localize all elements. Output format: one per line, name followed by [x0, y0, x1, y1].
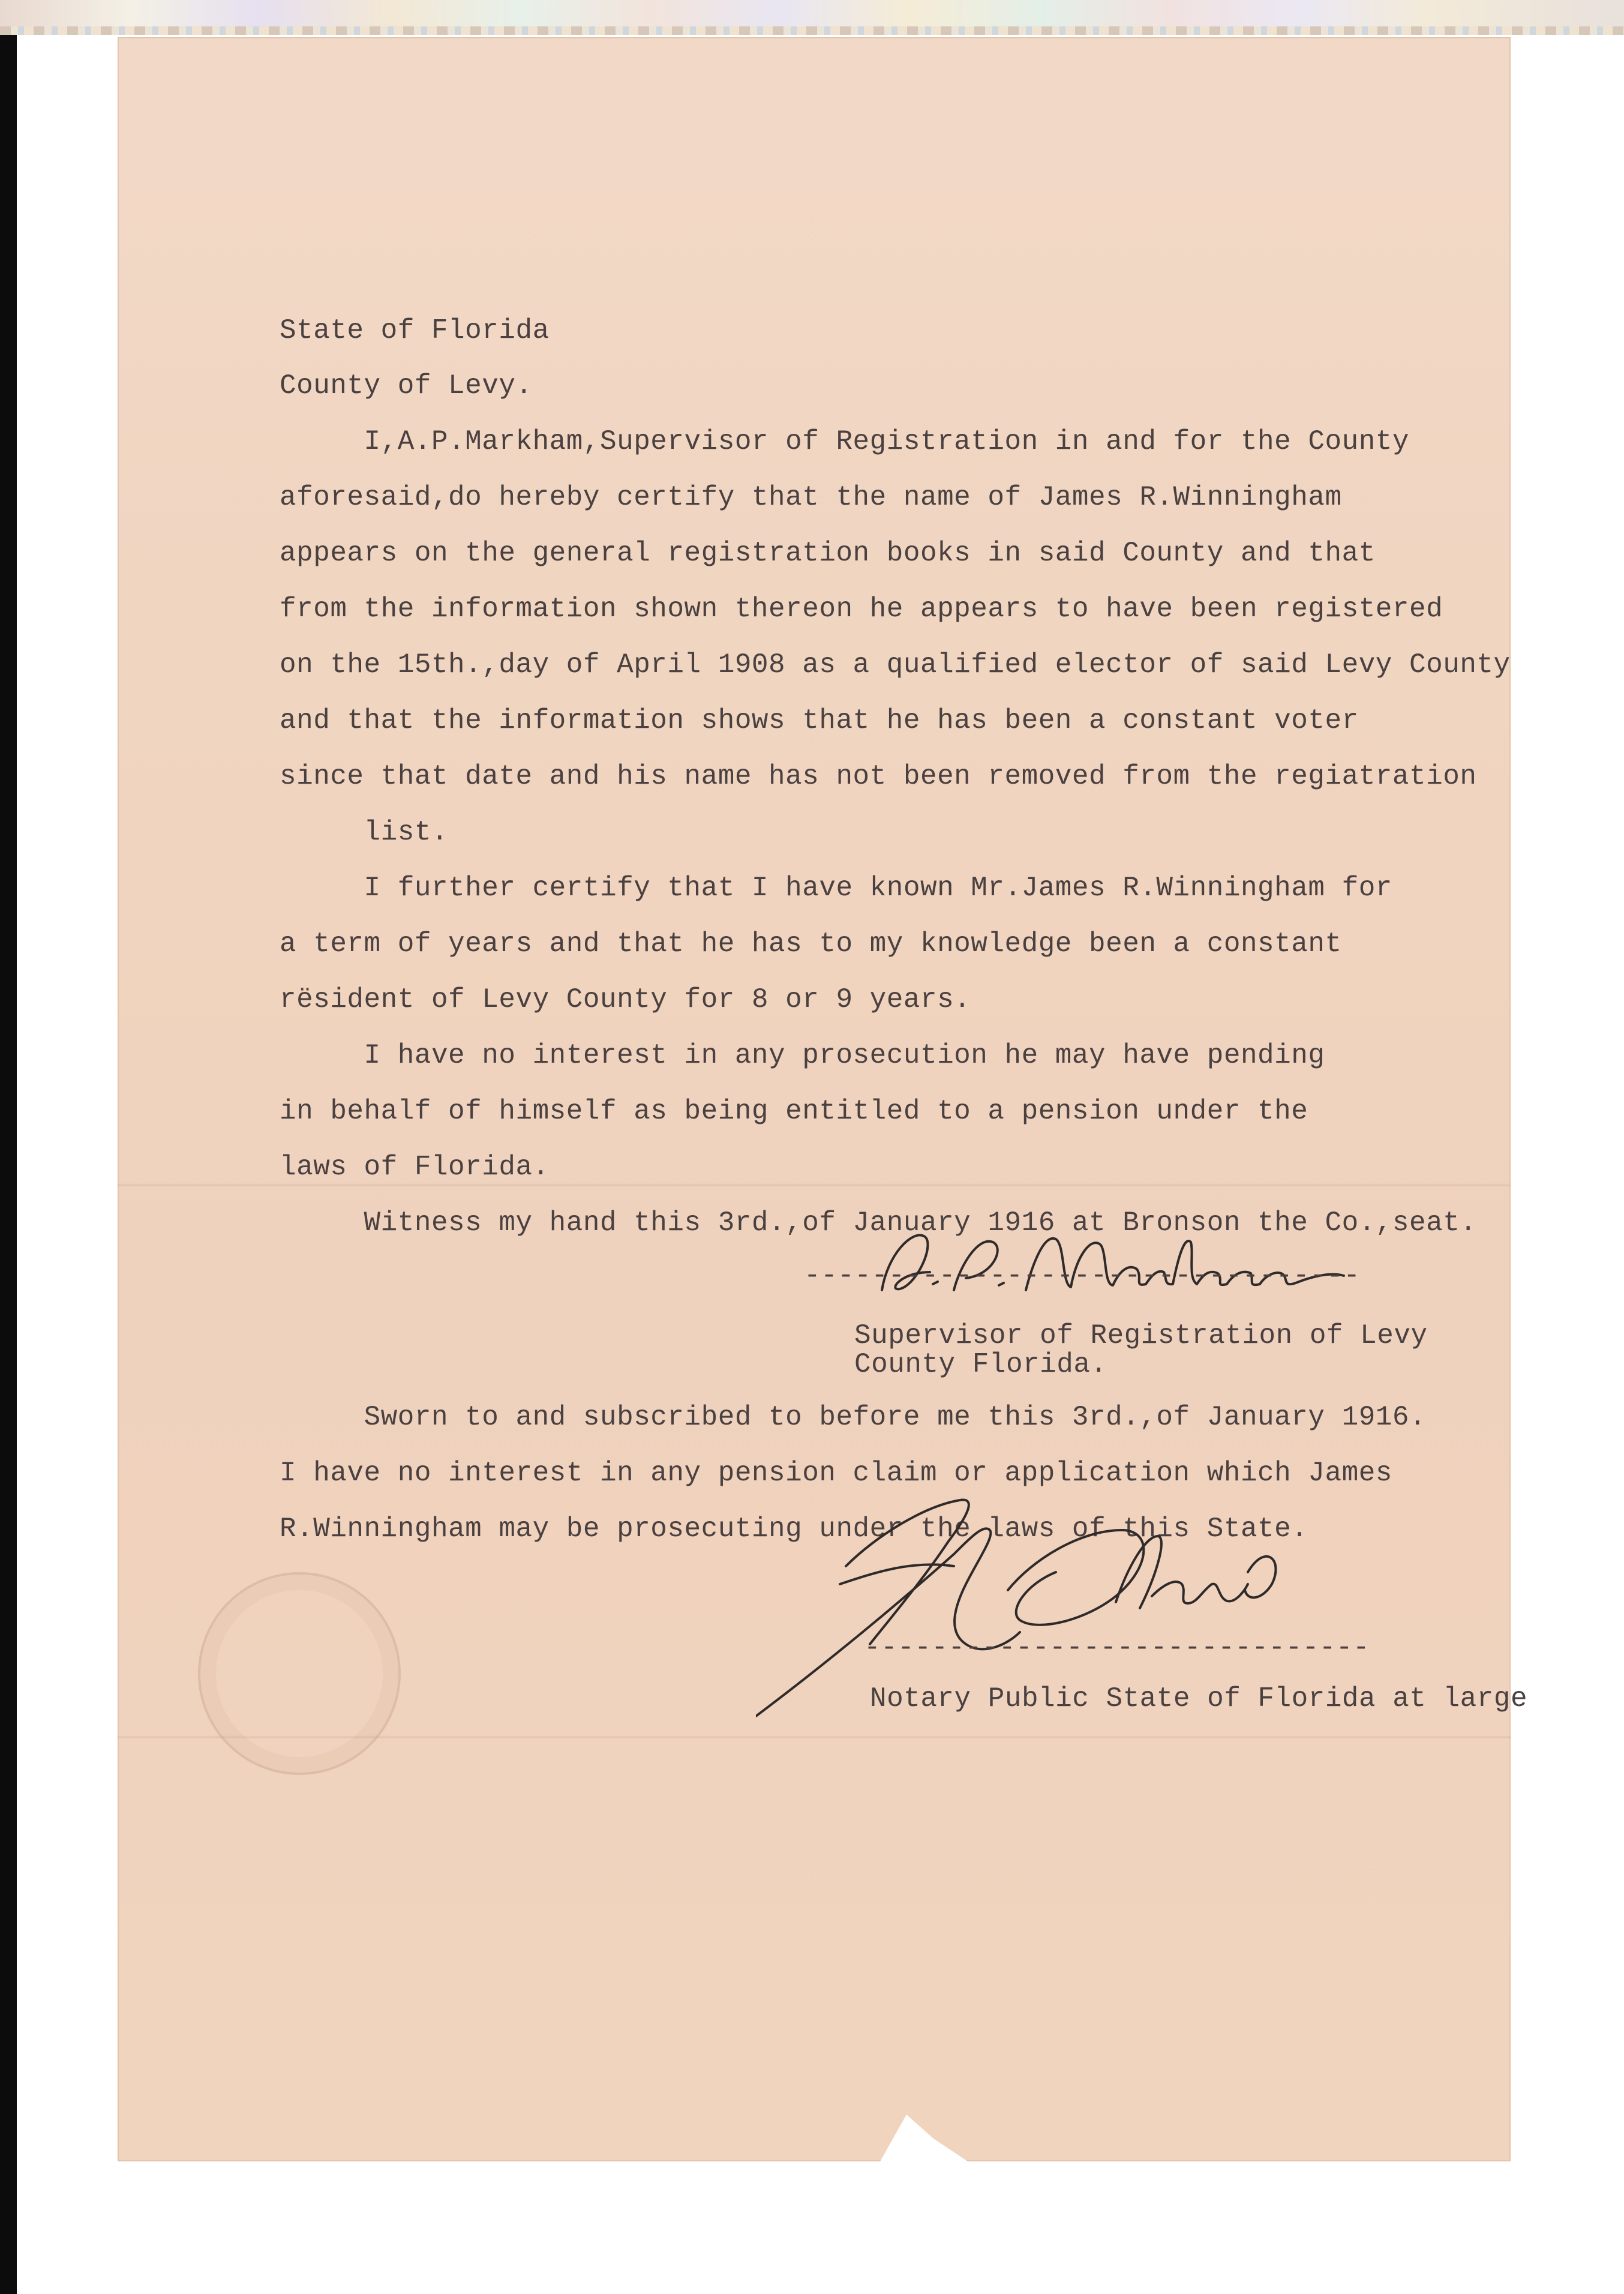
state-line: State of Florida: [280, 315, 550, 346]
scan-color-strip: [0, 0, 1624, 35]
body-line: I further certify that I have known Mr.James R.Winningham for: [280, 872, 1392, 904]
county-line: County of Levy.: [280, 370, 533, 401]
body-line: and that the information shows that he has been a constant voter: [280, 705, 1359, 736]
sworn-line: R.Winningham may be prosecuting under the laws of this State.: [280, 1513, 1308, 1545]
sworn-line: I have no interest in any pension claim or application which James: [280, 1458, 1392, 1489]
notary-caption: Notary Public State of Florida at large: [870, 1683, 1528, 1714]
body-line: from the information shown thereon he appears to have been registered: [280, 593, 1443, 625]
body-line: in behalf of himself as being entitled to a pension under the: [280, 1096, 1308, 1127]
body-line: I,A.P.Markham,Supervisor of Registration in and for the County: [280, 426, 1410, 457]
body-line: a term of years and that he has to my knowledge been a constant: [280, 928, 1342, 959]
supervisor-title: County Florida.: [854, 1349, 1107, 1380]
body-line: on the 15th.,day of April 1908 as a qualified elector of said Levy County: [280, 649, 1511, 680]
sworn-line: Sworn to and subscribed to before me this 3rd.,of January 1916.: [280, 1402, 1427, 1433]
notary-seal-embossing: [198, 1572, 401, 1775]
body-line: laws of Florida.: [280, 1152, 550, 1183]
supervisor-signature-line: ---------------------------------: [804, 1260, 1361, 1291]
body-line: I have no interest in any prosecution he may have pending: [280, 1040, 1325, 1071]
paper-tear: [879, 2115, 969, 2163]
scanner-edge: [0, 35, 17, 2294]
body-line: list.: [280, 817, 449, 848]
body-line: aforesaid,do hereby certify that the name of James R.Winningham: [280, 482, 1342, 513]
body-line: rësident of Levy County for 8 or 9 years.: [280, 984, 971, 1015]
witness-line: Witness my hand this 3rd.,of January 1916 at Bronson the Co.,seat.: [280, 1207, 1477, 1239]
body-line: appears on the general registration books in said County and that: [280, 538, 1376, 569]
supervisor-title: Supervisor of Registration of Levy: [854, 1320, 1428, 1351]
paper-fold: [118, 1183, 1511, 1187]
notary-signature-line: ------------------------------: [864, 1632, 1370, 1663]
body-line: since that date and his name has not been removed from the regiatration: [280, 761, 1477, 792]
